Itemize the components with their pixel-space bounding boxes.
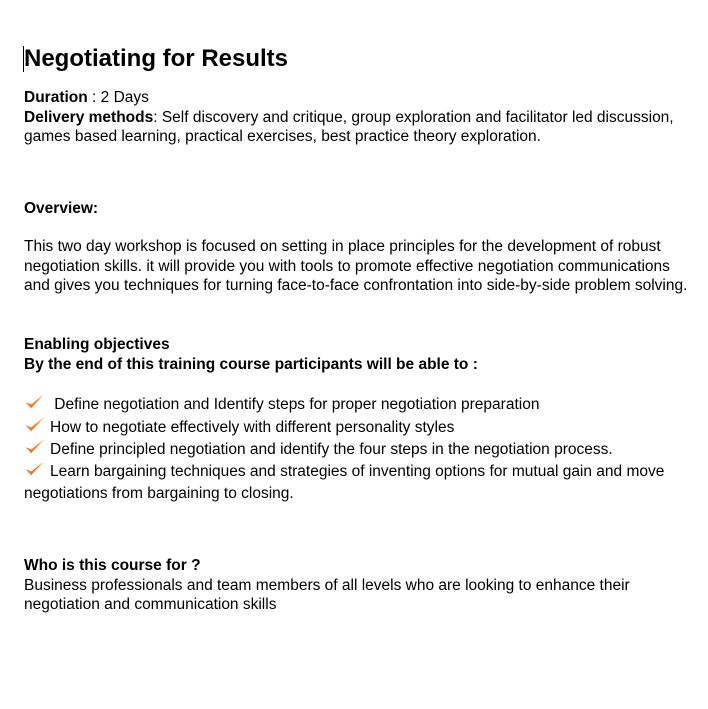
objective-item bbox=[24, 416, 694, 438]
checkmark-icon bbox=[24, 416, 45, 433]
objectives-list bbox=[24, 393, 694, 503]
delivery-methods-line bbox=[24, 108, 694, 147]
audience-heading: Who is this course for ? bbox=[24, 556, 201, 574]
objective-item bbox=[24, 393, 694, 415]
spacer bbox=[24, 374, 694, 393]
audience-text: Business professionals and team members of all levels who are looking to enhance their negotiation and communication skills bbox=[24, 576, 630, 614]
objectives-heading: Enabling objectives bbox=[24, 335, 170, 353]
duration-line bbox=[24, 88, 694, 108]
spacer bbox=[24, 296, 694, 335]
objectives-subheading: By the end of this training course participants will be able to : bbox=[24, 355, 478, 373]
checkmark-icon bbox=[24, 438, 45, 455]
spacer bbox=[24, 504, 694, 556]
objective-text: How to negotiate effectively with different personality styles bbox=[50, 418, 455, 436]
text-cursor bbox=[23, 46, 24, 72]
spacer bbox=[24, 219, 694, 237]
objective-text: Learn bargaining techniques and strategies of inventing options for mutual gain and move negotiations from bargaining to closing. bbox=[24, 463, 665, 502]
objective-item bbox=[24, 438, 694, 460]
objective-item bbox=[24, 460, 694, 504]
delivery-methods-label: Delivery methods bbox=[24, 108, 154, 126]
overview-text: This two day workshop is focused on setting in place principles for the development of robust negotiation skills. it will provide you with tools to promote effective negotiation communications and gives you techniques for turning face-to-face confrontation into side-by-side problem solving. bbox=[24, 237, 688, 295]
document-body bbox=[24, 44, 694, 615]
document-title bbox=[24, 44, 694, 74]
objective-text: Define negotiation and Identify steps for proper negotiation preparation bbox=[50, 396, 540, 414]
document-title-text: Negotiating for Results bbox=[24, 45, 289, 72]
checkmark-icon bbox=[24, 460, 45, 477]
objective-text: Define principled negotiation and identify the four steps in the negotiation process. bbox=[50, 440, 613, 458]
duration-label: Duration bbox=[24, 89, 88, 106]
duration-value: : 2 Days bbox=[87, 89, 149, 106]
spacer bbox=[24, 147, 694, 199]
delivery-methods-value: : Self discovery and critique, group exploration and facilitator led discussion, games based learning, practical exercises, best practice theory exploration. bbox=[24, 108, 674, 146]
overview-heading: Overview: bbox=[24, 200, 99, 218]
checkmark-icon bbox=[24, 393, 45, 410]
